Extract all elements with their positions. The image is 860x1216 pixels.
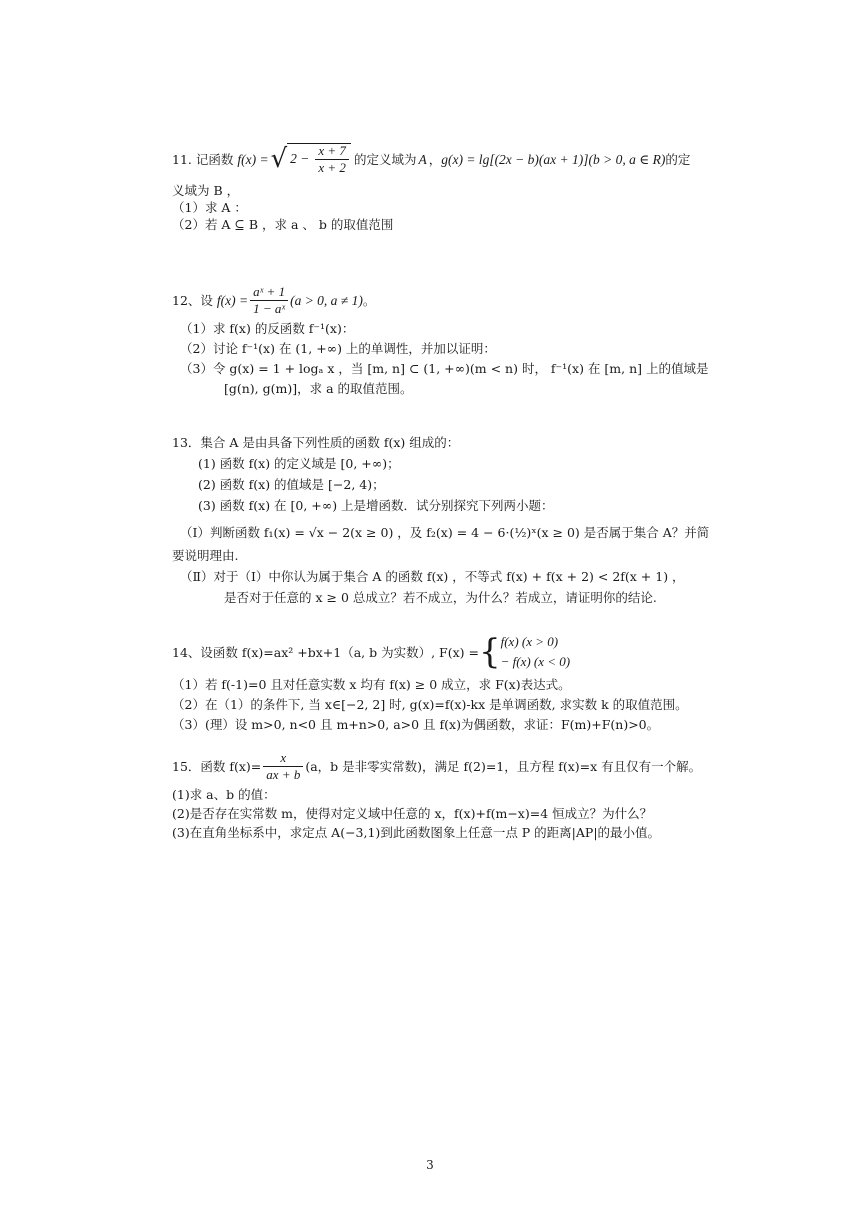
problem-11-q1: （1）求 A ： [172, 200, 247, 215]
problem-11-text-c: 的定 [665, 151, 691, 167]
problem-11-gx: g(x) = lg[(2x − b)(ax + 1)](b > 0, a ∈ R) [441, 151, 666, 167]
problem-12 [172, 282, 709, 397]
problem-12-frac-num: aˣ + 1 [250, 285, 288, 301]
problem-11-q2: （2）若 A ⊆ B ，求 a 、 b 的取值范围 [172, 217, 394, 232]
problem-12-cond: (a > 0, a ≠ 1) [290, 292, 363, 308]
problem-11-sqrt-content [287, 143, 351, 175]
problem-12-tail: 。 [362, 292, 376, 308]
problem-12-frac-den: 1 − aˣ [253, 300, 286, 316]
problem-13-part-ii: （Ⅱ）对于（Ⅰ）中你认为属于集合 A 的函数 f(x) ，不等式 f(x) + f(x + 2) < 2f(x + 1) ， [180, 569, 685, 584]
problem-15-line-1 [172, 748, 702, 784]
problem-14 [172, 630, 702, 733]
problem-14-line-1 [172, 630, 702, 674]
problem-15 [172, 748, 702, 841]
problem-15-tail: (a，b 是非零实常数)，满足 f(2)=1，且方程 f(x)=x 有且仅有一个解。 [305, 758, 702, 774]
problem-12-q2: （2）讨论 f⁻¹(x) 在 (1, +∞) 上的单调性，并加以证明： [180, 341, 496, 356]
problem-15-q3: (3)在直角坐标系中，求定点 A(−3,1)到此函数图象上任意一点 P 的距离|AP|的最小值。 [172, 825, 661, 840]
problem-11-line-2: 义域为 B ， [172, 183, 240, 198]
problem-11-fraction [315, 144, 349, 175]
problem-13-condition-2: (2) 函数 f(x) 的值域是 [−2, 4)； [198, 477, 385, 492]
problem-13-lead: 13．集合 A 是由具备下列性质的函数 f(x) 组成的： [172, 435, 460, 450]
problem-12-line-1 [172, 282, 702, 318]
problem-13-part-i: （Ⅰ）判断函数 f₁(x) = √x − 2(x ≥ 0) ，及 f₂(x) = 4 − 6·(½)ˣ(x ≥ 0) 是否属于集合 A？并简 [180, 525, 710, 540]
problem-14-q2: （2）在（1）的条件下, 当 x∈[−2, 2] 时, g(x)=f(x)-kx 是单调函数, 求实数 k 的取值范围。 [172, 697, 688, 712]
problem-13-condition-1: (1) 函数 f(x) 的定义域是 [0, +∞)； [198, 456, 400, 471]
page-number: 3 [426, 1158, 434, 1172]
problem-11-text-b: 的定义域为 [353, 151, 417, 167]
problem-11 [172, 142, 702, 233]
problem-12-fx: f(x) = [216, 292, 249, 308]
problem-11-frac-den: x + 2 [318, 160, 346, 175]
problem-12-q3: （3）令 g(x) = 1 + logₐ x ，当 [m, n] ⊂ (1, +∞)(m < n) 时， f⁻¹(x) 在 [m, n] 上的值域是 [180, 361, 709, 376]
problem-15-fraction [263, 751, 303, 782]
sqrt-icon: √ [270, 143, 288, 174]
problem-11-lead: 11. 记函数 [172, 151, 234, 167]
problem-11-line-1 [172, 142, 702, 176]
problem-15-q2: (2)是否存在实常数 m，使得对定义域中任意的 x，f(x)+f(m−x)=4 恒成立？为什么？ [172, 806, 653, 821]
problem-13-part-i-cont: 要说明理由. [172, 548, 239, 563]
problem-13 [172, 434, 710, 606]
problem-14-cases [501, 632, 571, 672]
problem-14-q1: （1）若 f(-1)=0 且对任意实数 x 均有 f(x) ≥ 0 成立，求 F(x)表达式。 [172, 677, 571, 692]
problem-14-case-2: − f(x) (x < 0) [500, 654, 571, 669]
problem-11-sqrt-lead: 2 − [290, 151, 310, 166]
problem-14-case-1: f(x) (x > 0) [500, 634, 559, 649]
left-brace-icon: { [478, 631, 501, 672]
problem-15-frac-num: x [263, 751, 303, 767]
problem-14-q3: （3）(理）设 m>0, n<0 且 m+n>0, a>0 且 f(x)为偶函数，求证：F(m)+F(n)>0。 [172, 717, 660, 732]
problem-12-lead: 12、设 [172, 292, 213, 308]
problem-14-lead: 14、设函数 f(x)=ax² +bx+1（a, b 为实数）, F(x) = [172, 644, 479, 660]
problem-11-sep: ， [428, 151, 442, 167]
problem-12-fraction [250, 285, 288, 316]
problem-15-q1: (1)求 a、b 的值： [172, 787, 276, 802]
problem-11-fx: f(x) = [237, 151, 269, 167]
problem-12-q3-cont: [g(n), g(m)]，求 a 的取值范围。 [224, 381, 413, 396]
problem-11-set-a: A [418, 151, 427, 167]
problem-11-frac-num: x + 7 [315, 144, 349, 160]
problem-15-lead: 15．函数 f(x)= [172, 758, 262, 774]
problem-13-part-ii-cont: 是否对于任意的 x ≥ 0 总成立？若不成立，为什么？若成立，请证明你的结论. [224, 590, 657, 605]
problem-12-q1: （1）求 f(x) 的反函数 f⁻¹(x)： [180, 321, 355, 336]
problem-15-frac-den: ax + b [266, 766, 301, 782]
problem-13-condition-3: (3) 函数 f(x) 在 [0, +∞) 上是增函数．试分别探究下列两小题： [198, 498, 554, 513]
